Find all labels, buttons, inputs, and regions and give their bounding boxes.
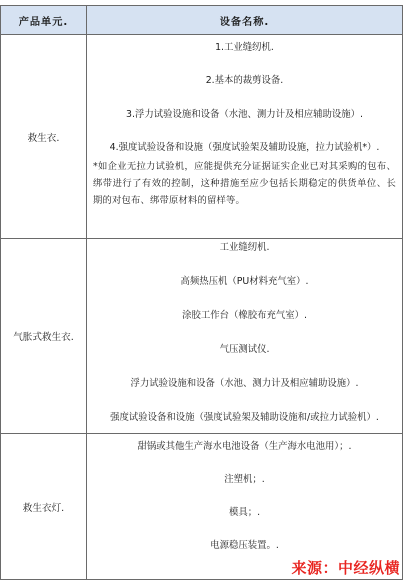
equipment-item: 1.工业缝纫机. [215,42,274,53]
unit-cell-life-jacket-light: 救生衣灯. [1,434,87,580]
equipment-table [0,5,403,580]
equipment-item: 工业缝纫机. [219,242,270,253]
equipment-item: 4.强度试验设备和设施（强度试验架及辅助设施，拉力试验机*）. [109,142,380,153]
table-header-row [1,6,403,35]
equipment-item: 气压测试仪. [219,344,270,355]
equipment-item: 强度试验设备和设施（强度试验架及辅助设施和/或拉力试验机）. [110,412,379,423]
equipment-item: 高频热压机（PU材料充气室）. [180,276,309,287]
equipment-item: 2.基本的裁剪设备. [205,75,284,86]
equipment-item: 3.浮力试验设施和设备（水池、测力计及相应辅助设施）. [126,109,363,120]
equipment-item: 浮力试验设施和设备（水池、测力计及相应辅助设施）. [130,378,359,389]
equipment-item: 涂胶工作台（橡胶布充气室）. [182,310,307,321]
equipment-item: 注塑机；. [224,474,265,485]
header-product-unit: 产品单元. [1,6,87,35]
header-equipment-name: 设备名称. [87,6,403,35]
equipment-note: *如企业无拉力试验机，应能提供充分证据证实企业已对其采购的包布、绑带进行了有效的控制，这种措施至应少包括长期稳定的供货单位、长期的对包布、绑带原材料的留样等。 [93,161,396,206]
table-row [1,239,403,434]
equipment-item: 电源稳压装置。. [210,540,279,551]
table-row [1,35,403,239]
equipment-cell [87,35,403,239]
equipment-item: 模具；. [228,507,261,518]
unit-cell-inflatable-life-jacket: 气胀式救生衣. [1,239,87,434]
equipment-cell [87,239,403,434]
source-watermark: 来源：中经纵横 [291,559,400,577]
equipment-item: 甜锅或其他生产海水电池设备（生产海水电池用）；. [137,441,352,452]
unit-cell-life-jacket: 救生衣. [1,35,87,239]
